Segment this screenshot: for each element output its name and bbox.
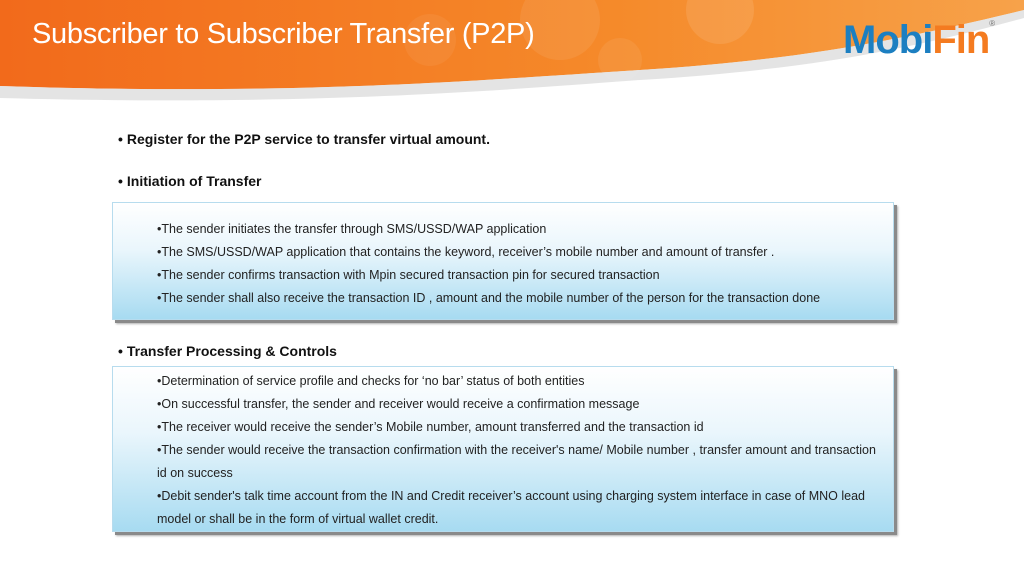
- initiation-item: •The sender shall also receive the transaction ID , amount and the mobile number of the person for the transaction done: [157, 291, 821, 305]
- bullet-processing-text: Transfer Processing & Controls: [126, 343, 337, 359]
- processing-item: •The sender would receive the transaction confirmation with the receiver's name/ Mobile number , transfer amount and transaction id on success: [157, 443, 876, 480]
- initiation-item: •The sender confirms transaction with Mpin secured transaction pin for secured transaction: [157, 268, 660, 282]
- bullet-dot: •: [118, 131, 123, 147]
- bullet-dot: •: [118, 343, 123, 359]
- processing-item: •Determination of service profile and checks for ‘no bar’ status of both entities: [157, 374, 585, 388]
- slide-title: Subscriber to Subscriber Transfer (P2P): [32, 18, 535, 50]
- logo-registered-mark: ®: [989, 19, 995, 28]
- initiation-box: [112, 202, 894, 320]
- bullet-dot: •: [118, 173, 123, 189]
- logo-text-mobi: Mobi: [843, 18, 933, 62]
- processing-item: •On successful transfer, the sender and receiver would receive a confirmation message: [157, 397, 640, 411]
- processing-item: •Debit sender's talk time account from the IN and Credit receiver’s account using charging system interface in case of MNO lead model or shall be in the form of virtual wallet credit.: [157, 489, 866, 526]
- bullet-register-text: Register for the P2P service to transfer virtual amount.: [126, 131, 490, 147]
- header-banner: [0, 0, 1024, 110]
- bullet-processing: [118, 343, 337, 359]
- bullet-initiation-text: Initiation of Transfer: [126, 173, 262, 189]
- initiation-item: •The SMS/USSD/WAP application that contains the keyword, receiver’s mobile number and amount of transfer .: [157, 245, 775, 259]
- initiation-item: •The sender initiates the transfer through SMS/USSD/WAP application: [157, 222, 547, 236]
- bullet-register: [118, 131, 490, 147]
- processing-box: [112, 366, 894, 532]
- mobifin-logo: [843, 20, 994, 60]
- processing-item: •The receiver would receive the sender’s Mobile number, amount transferred and the transaction id: [157, 420, 704, 434]
- bullet-initiation: [118, 173, 261, 189]
- logo-text-fin: Fin: [932, 18, 990, 62]
